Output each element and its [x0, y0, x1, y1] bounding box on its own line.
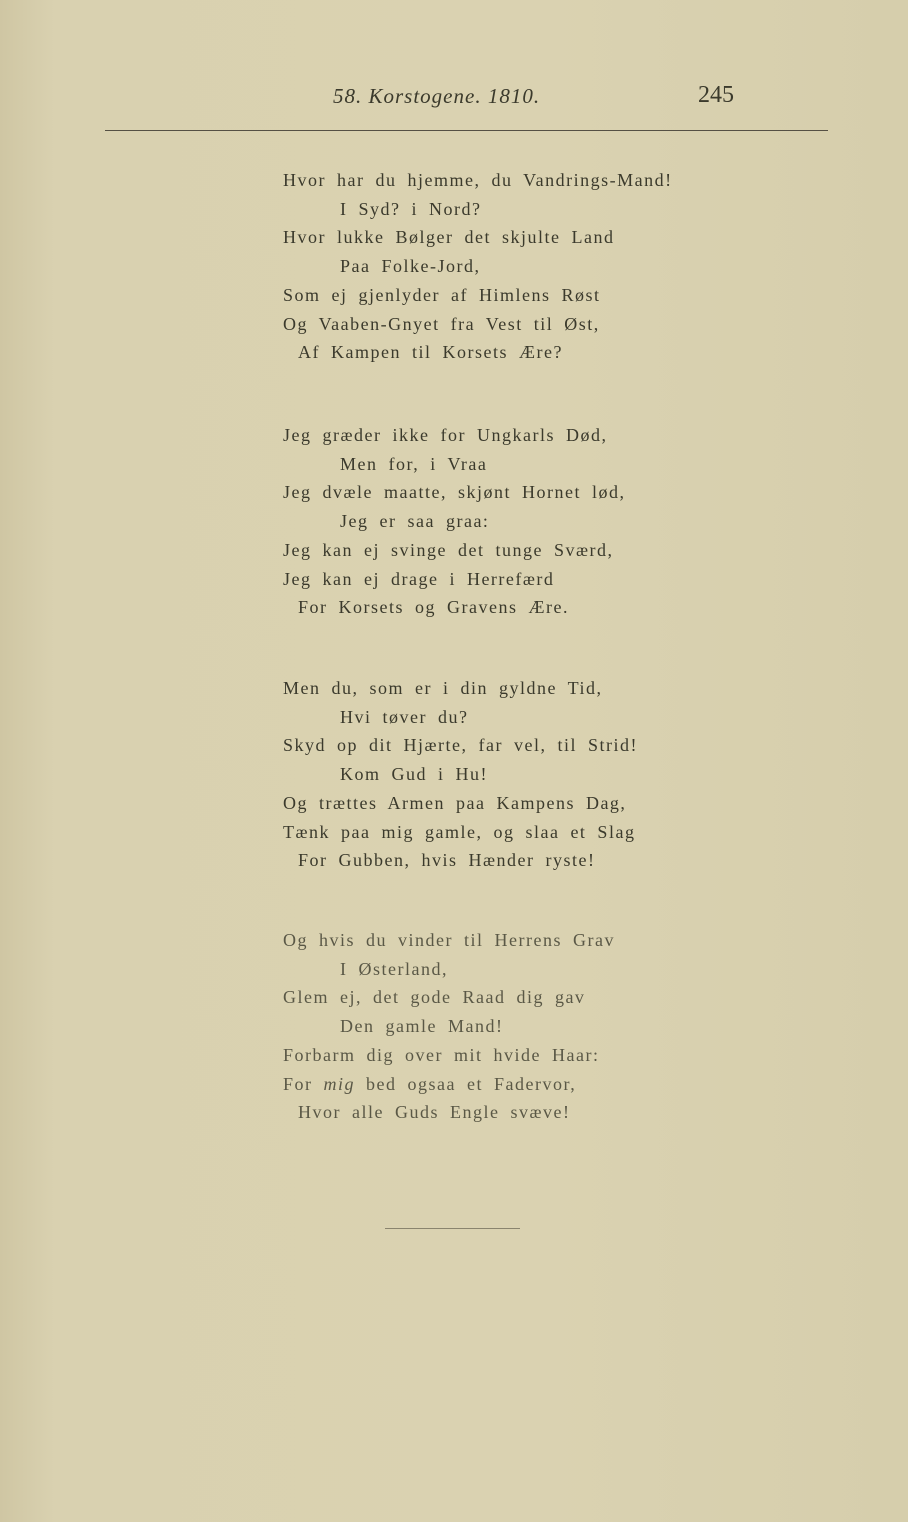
verse-line: Jeg kan ej drage i Herrefærd: [283, 568, 555, 589]
verse-line: Men du, som er i din gyldne Tid,: [283, 678, 603, 698]
verse-line: Den gamle Mand!: [340, 1016, 504, 1037]
verse-line: Hvor lukke Bølger det skjulte Land: [283, 227, 615, 248]
verse-line: Hvi tøver du?: [340, 706, 469, 727]
verse-line: Hvor alle Guds Engle svæve!: [298, 1102, 571, 1123]
verse-line: Men for, i Vraa: [340, 453, 488, 474]
end-rule: [385, 1228, 520, 1229]
verse-line: For Korsets og Gravens Ære.: [298, 597, 569, 618]
verse-line: Glem ej, det gode Raad dig gav: [283, 987, 586, 1008]
verse-line: Tænk paa mig gamle, og slaa et Slag: [283, 821, 636, 842]
verse-line: Af Kampen til Korsets Ære?: [298, 342, 563, 363]
verse-line: Og Vaaben-Gnyet fra Vest til Øst,: [283, 313, 600, 334]
verse-line: Jeg dvæle maatte, skjønt Hornet lød,: [283, 482, 626, 503]
header-rule: [105, 130, 828, 131]
verse-line: Og trættes Armen paa Kampens Dag,: [283, 792, 627, 813]
verse-line: Skyd op dit Hjærte, far vel, til Strid!: [283, 735, 638, 756]
verse-line: Forbarm dig over mit hvide Haar:: [283, 1044, 600, 1065]
verse-line: I Syd? i Nord?: [340, 198, 482, 219]
verse-line: I Østerland,: [340, 958, 448, 979]
verse-line: Jeg er saa graa:: [340, 511, 490, 532]
verse-line: Og hvis du vinder til Herrens Grav: [283, 930, 615, 950]
page-number: 245: [698, 82, 734, 108]
emphasized-word: mig: [323, 1073, 356, 1094]
verse-word: For: [283, 1073, 313, 1094]
verse-line: Paa Folke-Jord,: [340, 256, 481, 277]
verse-line: Jeg græder ikke for Ungkarls Død,: [283, 425, 608, 445]
verse-line: Kom Gud i Hu!: [340, 764, 488, 785]
verse-line: Jeg kan ej svinge det tunge Sværd,: [283, 539, 614, 560]
running-header-title: 58. Korstogene. 1810.: [333, 84, 541, 108]
verse-line: [283, 1074, 576, 1094]
verse-line: Som ej gjenlyder af Himlens Røst: [283, 284, 601, 305]
verse-text: bed ogsaa et Fadervor,: [366, 1073, 577, 1094]
verse-line: For Gubben, hvis Hænder ryste!: [298, 850, 596, 871]
verse-line: Hvor har du hjemme, du Vandrings-Mand!: [283, 170, 673, 190]
